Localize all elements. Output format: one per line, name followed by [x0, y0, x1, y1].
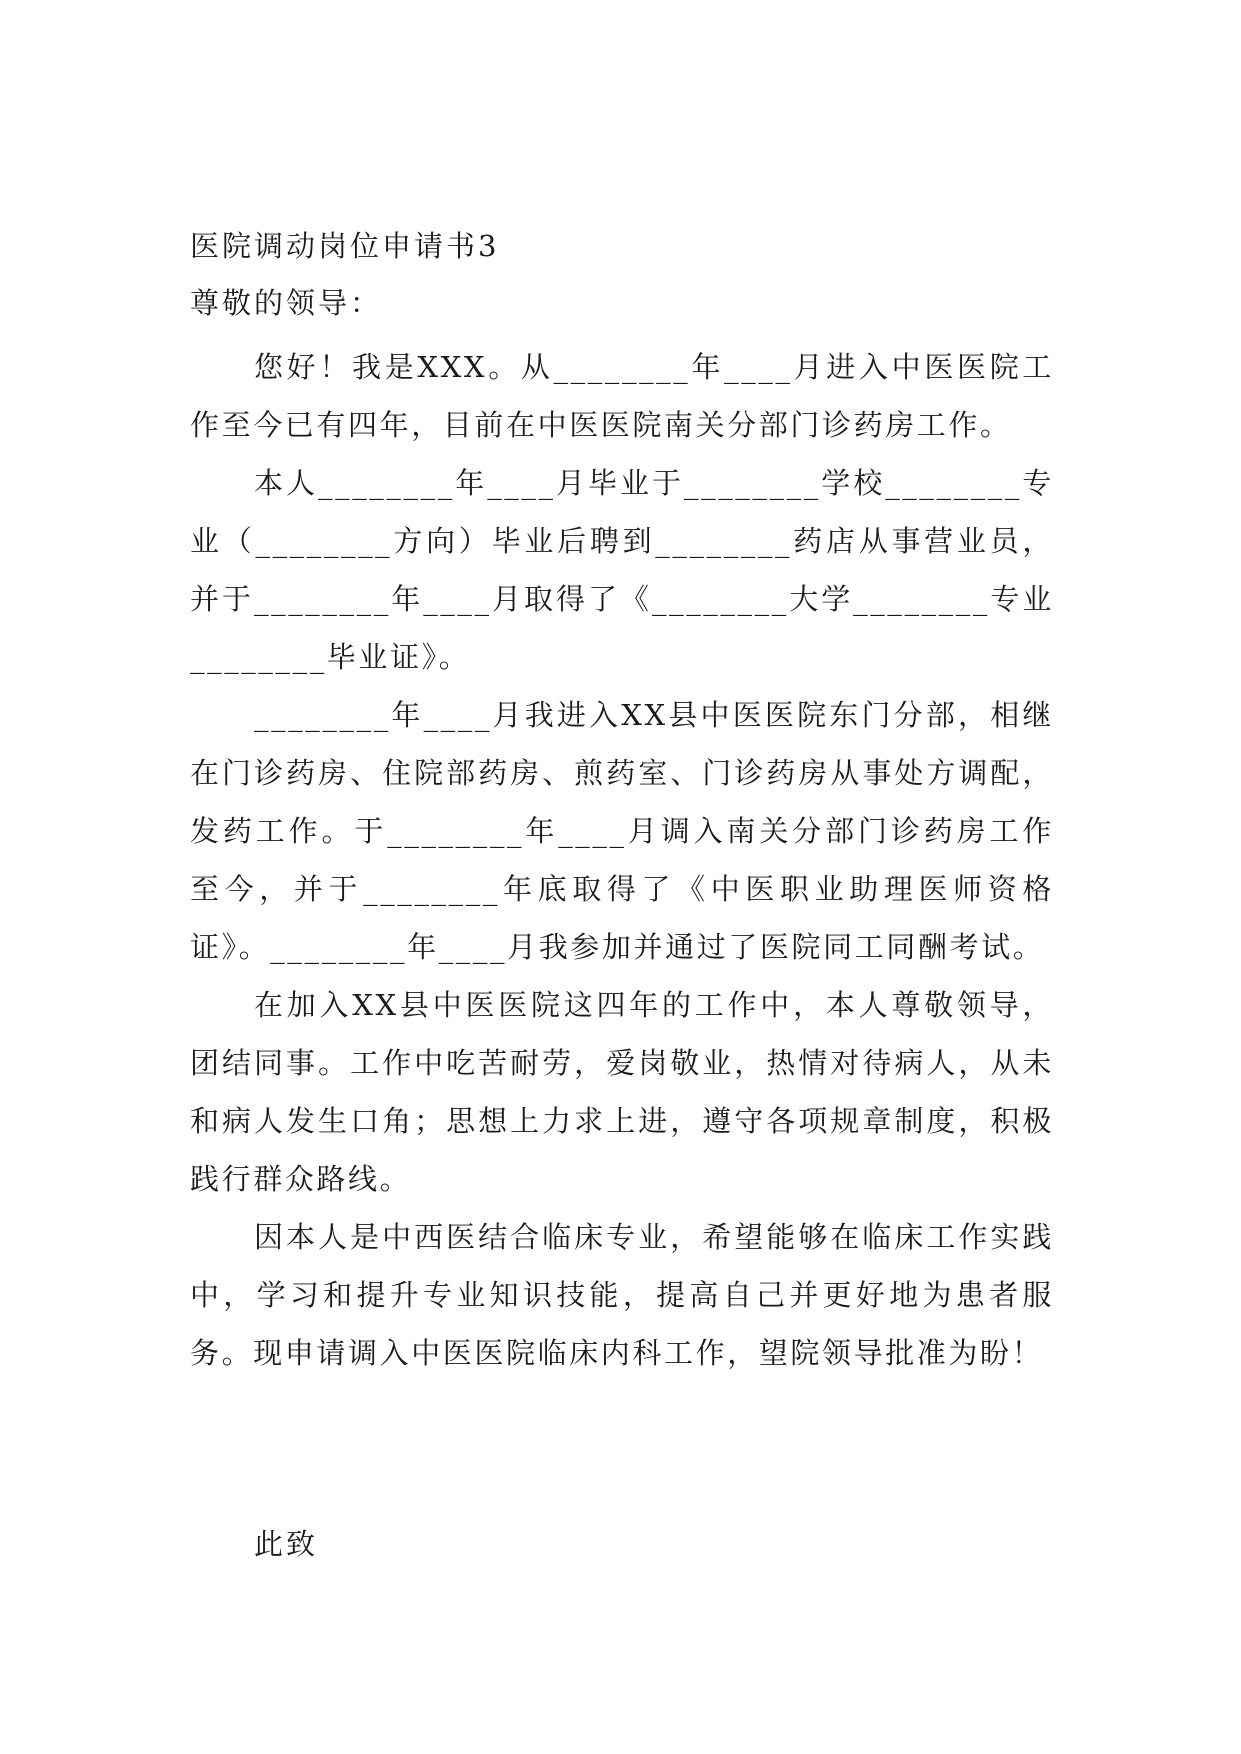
document-title: 医院调动岗位申请书3 — [190, 229, 500, 263]
paragraph-education: 本人________年____月毕业于________学校________专业（________方向）毕业后聘到________药店从事营业员，并于________年____月取得了《________大学________专业________毕业证》。 — [190, 466, 1054, 674]
paragraph-request: 因本人是中西医结合临床专业，希望能够在临床工作实践中，学习和提升专业知识技能，提高自己并更好地为患者服务。现申请调入中医医院临床内科工作，望院领导批准为盼！ — [190, 1220, 1054, 1370]
paragraph-work-history: ________年____月我进入XX县中医医院东门分部，相继在门诊药房、住院部药房、煎药室、门诊药房从事处方调配，发药工作。于________年____月调入南关分部门诊药房工作至今，并于________年底取得了《中医职业助理医师资格证》。________年____月我参加并通过了医院同工同酬考试。 — [190, 698, 1054, 964]
closing-line: 此致 — [254, 1527, 319, 1561]
salutation: 尊敬的领导： — [190, 286, 383, 320]
paragraph-greeting: 您好！我是XXX。从________年____月进入中医医院工作至今已有四年，目前在中医医院南关分部门诊药房工作。 — [190, 350, 1054, 442]
paragraph-performance: 在加入XX县中医医院这四年的工作中，本人尊敬领导，团结同事。工作中吃苦耐劳，爱岗敬业，热情对待病人，从未和病人发生口角；思想上力求上进，遵守各项规章制度，积极践行群众路线。 — [190, 988, 1054, 1196]
letter-body — [190, 338, 1054, 1382]
